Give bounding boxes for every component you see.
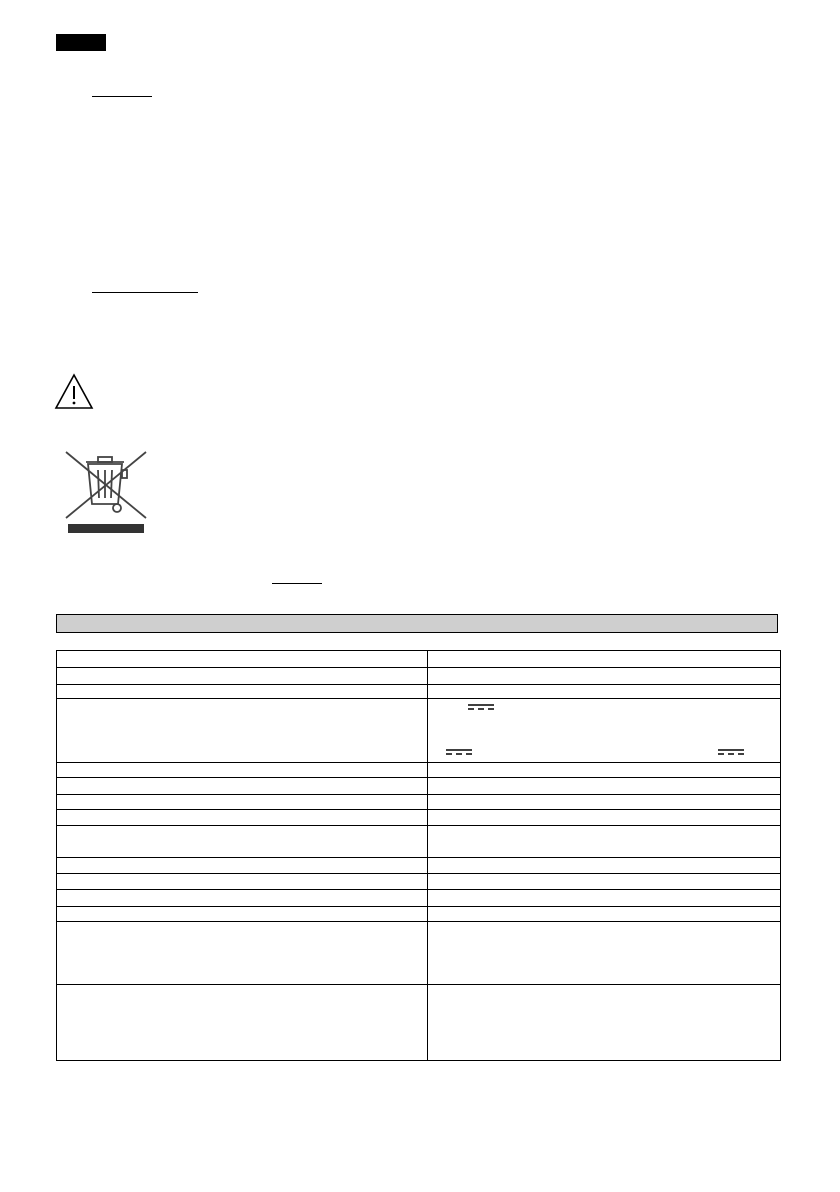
spec-value: [428, 778, 781, 795]
spec-value: [428, 668, 781, 685]
direct-current-symbol-icon: [446, 749, 472, 755]
spec-label: [57, 668, 428, 685]
table-row: [57, 795, 781, 810]
table-row: [57, 763, 781, 778]
table-row: [57, 685, 781, 699]
spec-value-dc: [428, 699, 781, 763]
spec-label: [57, 685, 428, 699]
spec-value: [428, 685, 781, 699]
direct-current-symbol-icon: [718, 749, 744, 755]
spec-label: [57, 874, 428, 890]
spec-label: [57, 778, 428, 795]
warning-triangle-icon: [54, 373, 94, 411]
table-row: [57, 907, 781, 922]
heading-2-underline: [92, 292, 198, 293]
spec-table: [56, 650, 781, 1061]
spec-value: [428, 826, 781, 858]
spec-label: [57, 795, 428, 810]
section-header-bar: [56, 614, 778, 633]
spec-value: [428, 922, 781, 985]
spec-value: [428, 985, 781, 1061]
spec-value: [428, 907, 781, 922]
spec-label: [57, 907, 428, 922]
spec-label: [57, 985, 428, 1061]
spec-label: [57, 651, 428, 668]
table-row: [57, 699, 781, 763]
heading-2: [92, 278, 198, 292]
spec-label: [57, 826, 428, 858]
table-row: [57, 890, 781, 907]
table-row: [57, 668, 781, 685]
table-row: [57, 985, 781, 1061]
table-row: [57, 651, 781, 668]
table-row: [57, 922, 781, 985]
heading-1-underline: [92, 96, 152, 97]
spec-value: [428, 810, 781, 826]
direct-current-symbol-icon: [468, 704, 494, 710]
table-row: [57, 874, 781, 890]
table-row: [57, 826, 781, 858]
spec-value: [428, 651, 781, 668]
language-tab: [56, 34, 106, 51]
spec-value: [428, 763, 781, 778]
spec-value: [428, 858, 781, 874]
spec-label: [57, 858, 428, 874]
spec-label: [57, 763, 428, 778]
spec-label: [57, 890, 428, 907]
table-row: [57, 858, 781, 874]
crossed-out-wheelie-bin-icon: [60, 448, 152, 534]
spec-label: [57, 922, 428, 985]
spec-value: [428, 890, 781, 907]
spec-value: [428, 795, 781, 810]
spec-value: [428, 874, 781, 890]
table-row: [57, 810, 781, 826]
inline-underline: [272, 583, 322, 584]
heading-1: [92, 82, 152, 96]
spec-label: [57, 810, 428, 826]
spec-label: [57, 699, 428, 763]
table-row: [57, 778, 781, 795]
